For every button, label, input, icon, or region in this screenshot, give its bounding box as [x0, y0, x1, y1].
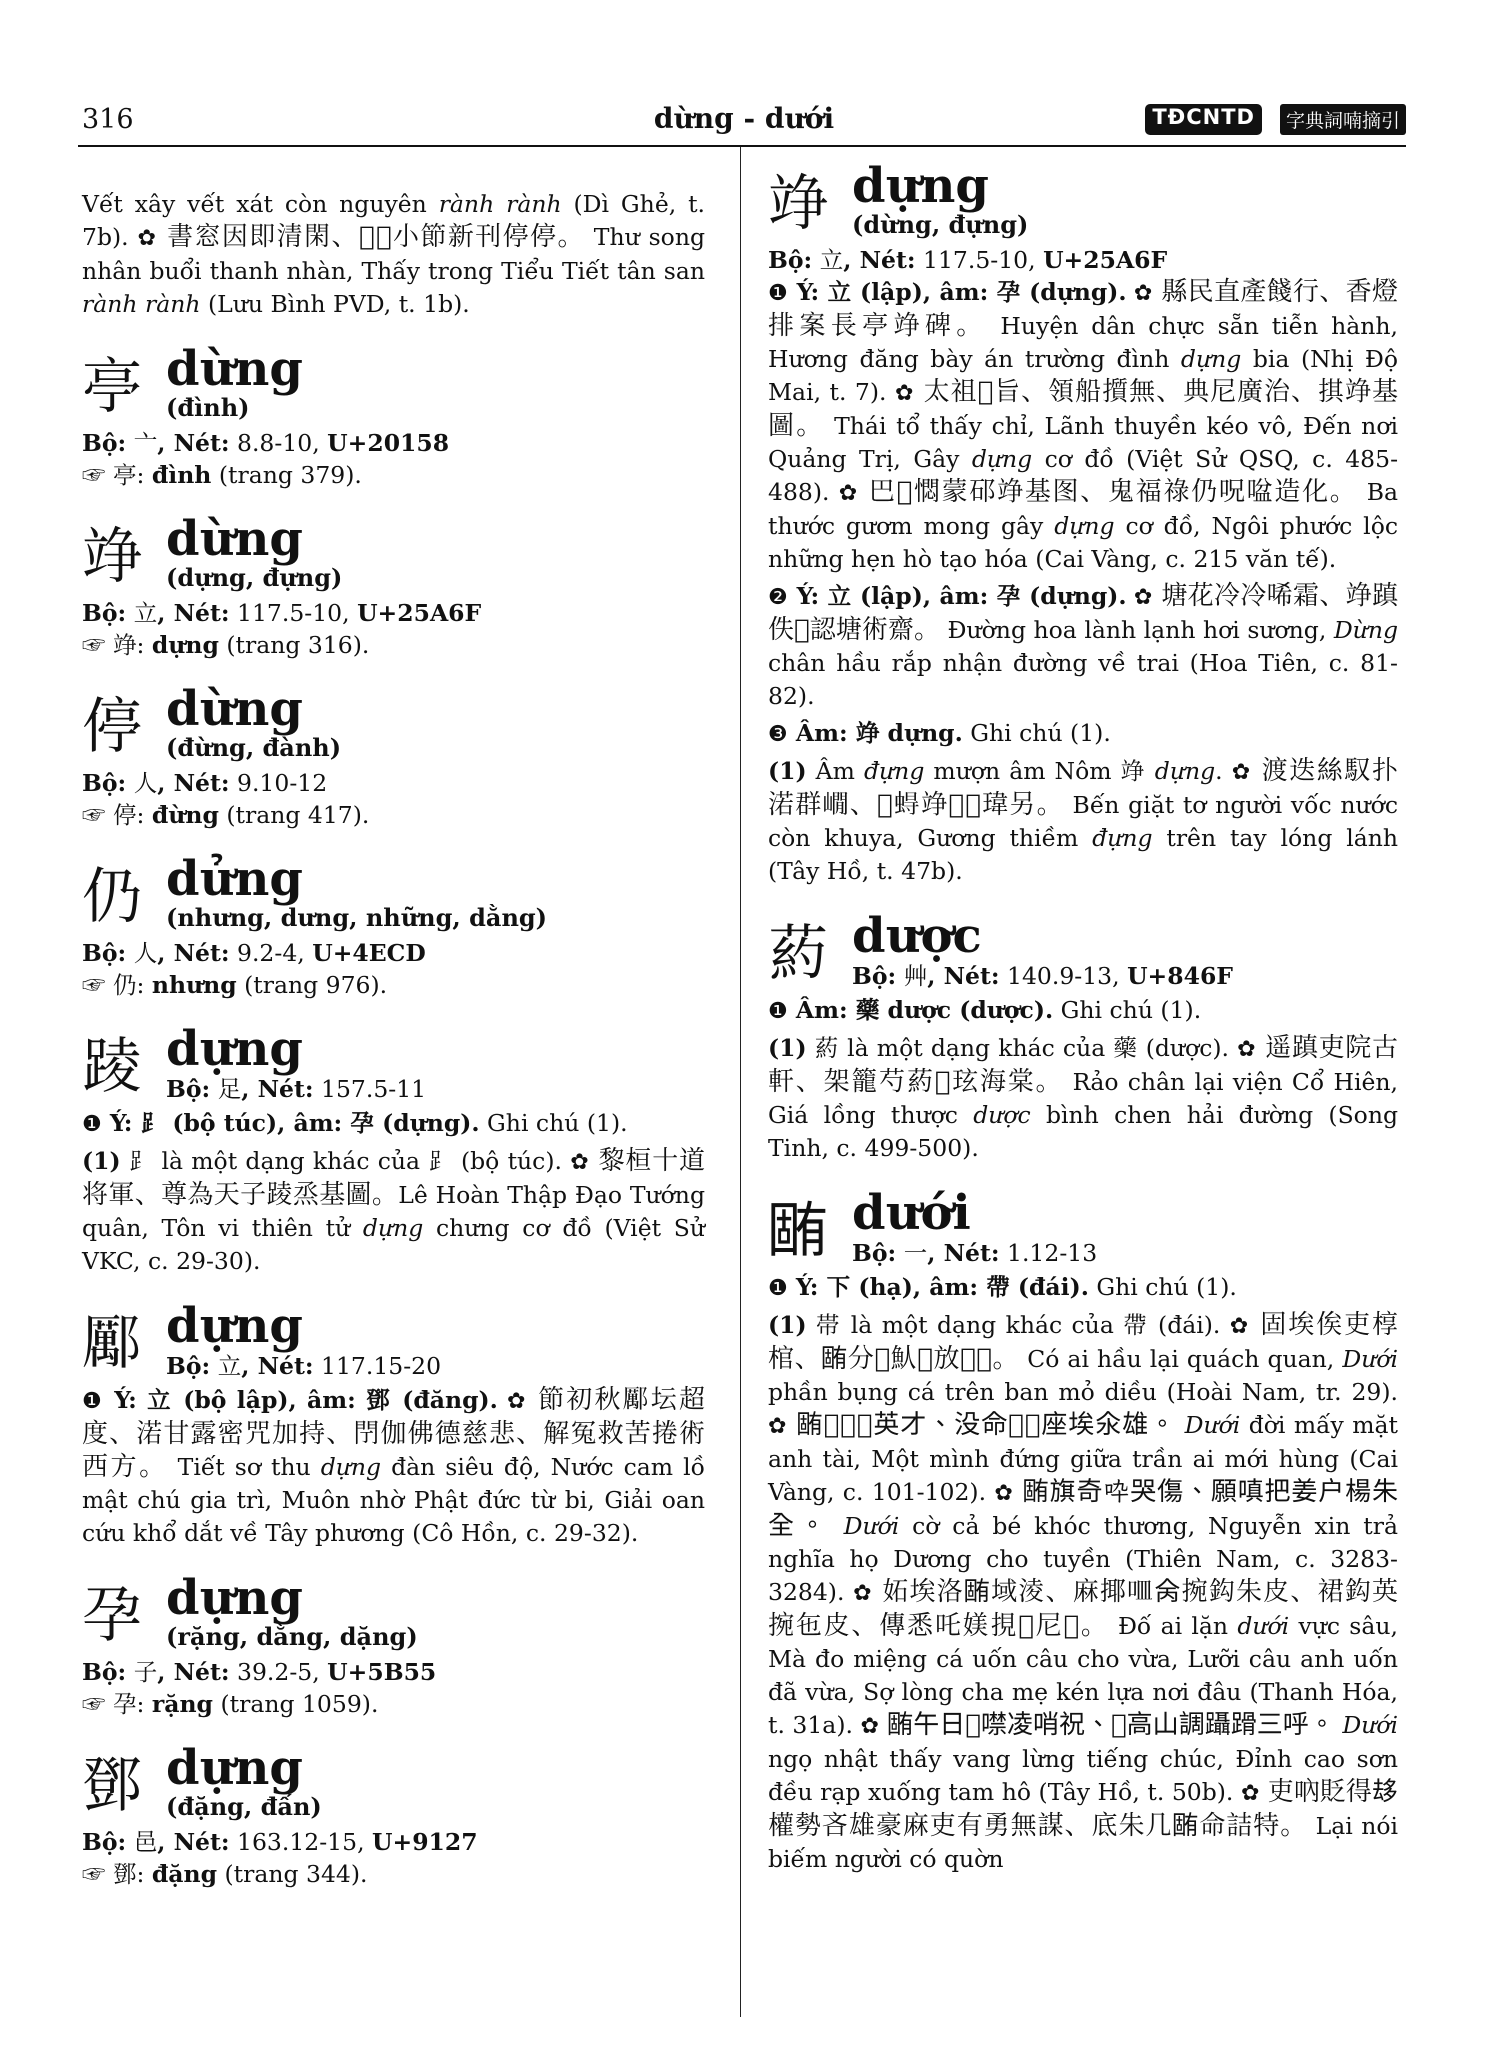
entry-meta: Bộ: 一, Nét: 1.12-13 — [852, 1239, 1098, 1267]
flower-icon: ✿ — [838, 481, 859, 506]
flower-icon: ✿ — [1237, 1037, 1257, 1062]
entry-variants: (đình) — [166, 393, 250, 422]
flower-icon: ✿ — [894, 381, 915, 406]
entry-meta: Bộ: 邑, Nét: 163.12-15, U+9127 — [82, 1828, 478, 1856]
entry-variants: (rặng, dằng, dặng) — [166, 1622, 418, 1651]
entry-character: 亭 — [82, 352, 142, 422]
entry-headword: dựng — [166, 1570, 303, 1626]
entry-variants: (nhưng, dưng, những, dằng) — [166, 903, 548, 932]
entry-variants: (đặng, đấn) — [166, 1792, 322, 1821]
flower-icon: ✿ — [768, 1414, 788, 1439]
brand-logo-chinese: 字典詞喃摘引 — [1280, 104, 1406, 135]
entry-character: 踜 — [82, 1032, 142, 1102]
entry-note: (1) 葯 là một dạng khác của 藥 (dược). ✿ 遥蹎吏院古軒、架籠芍葯𤍶玹海棠。 Rảo chân lại viện Cổ Hiên, Giá lồng thược dược bình chen hải đường (Song Tinh, c. 499-500). — [768, 1033, 1399, 1162]
column-divider — [740, 147, 741, 2017]
entry-headword: dựng — [166, 1298, 303, 1354]
right-column — [768, 160, 1398, 1880]
flower-icon: ✿ — [137, 226, 158, 251]
entry-dung-dang — [82, 1742, 705, 1890]
entry-character: 孕 — [82, 1581, 142, 1651]
flower-icon: ✿ — [853, 1581, 873, 1606]
entry-character: 𣎏 — [768, 1196, 828, 1266]
entry-meta: Bộ: 人, Nét: 9.10-12 — [82, 769, 328, 797]
entry-meta: Bộ: 人, Nét: 9.2-4, U+4ECD — [82, 939, 426, 967]
flower-icon: ✿ — [1231, 760, 1252, 785]
entry-variants: (dựng, đựng) — [166, 563, 343, 592]
entry-reference: ☞ 孕: rặng (trang 1059). — [82, 1690, 379, 1718]
entry-dung-rang — [82, 1572, 705, 1720]
entry-headword: dừng — [166, 681, 303, 737]
entry-headword: dưới — [852, 1185, 971, 1241]
entry-character: 竫 — [82, 522, 142, 592]
entry-sense-1: ❶ Ý: 立 (lập), âm: 孕 (dựng). ✿ 縣民直產餞行、香燈排案長亭竫碑。 Huyện dân chực sẵn tiễn hành, Hương đăng bày án trường đình dựng bia (Nhị Độ Mai, t. 7). ✿ 太祖𧡊旨、領船㩫無、典尼廣治、掑竫基圖。 Thái tổ thấy chỉ, Lãnh thuyền kéo vô, Đến nơi Quảng Trị, Gây dựng cơ đồ (Việt Sử QSQ, c. 485-488). ✿ 巴𢧚㦖蒙䂙竫基图、鬼福祿仍呪㖹造化。 Ba thước gươm mong gây dựng cơ đồ, Ngôi phước lộc những hẹn hò tạo hóa (Cai Vàng, c. 215 văn tế). — [768, 277, 1399, 573]
entry-sense: ❶ Ý: ⻊ (bộ túc), âm: 孕 (dựng). Ghi chú (1). — [82, 1109, 628, 1137]
entry-sense: ❶ Ý: 下 (hạ), âm: 帶 (đái). Ghi chú (1). — [768, 1273, 1237, 1301]
flower-icon: ✿ — [497, 1389, 528, 1414]
entry-duoi — [768, 1187, 1398, 1876]
entry-character: 葯 — [768, 919, 828, 989]
header-rule — [78, 145, 1406, 147]
intro-paragraph: Vết xây vết xát còn nguyên rành rành (Dì Ghẻ, t. 7b). ✿ 書窓因即清閑、𧡊𧡊小節新刊停停。 Thư song nhân buổi thanh nhàn, Thấy trong Tiểu Tiết tân san rành rành (Lưu Bình PVD, t. 1b). — [82, 190, 705, 318]
entry-dung-dung — [82, 513, 705, 661]
entry-note: (1) 帯 là một dạng khác của 帶 (đái). ✿ 固埃俟吏椁棺、𣎏分𦚖魜𢷀放𥱬𪃿。 Có ai hầu lại quách quan, Dưới phần bụng cá trên ban mỏ diều (Hoài Nam, tr. 29). ✿ 𣎏𦬑𠇍𣖟英才、没命𡑝𡎥座埃氽雄。 Dưới đời mấy mặt anh tài, Một mình đứng giữa trần ai mới hùng (Cai Vàng, c. 101-102). ✿ 𣎏旗奇𠯥哭傷、願嗔把姜户楊朱全。 Dưới cờ cả bé khóc thương, Nguyễn xin trả nghĩa họ Dương cho tuyền (Thiên Nam, c. 3283-3284). ✿ 妬埃洛𣎏域淩、麻揶𠰘𠇮捥鈎朱皮、裙鈎英捥㐌皮、傳悉吒媄挸𢷄尼𡀨。 Đố ai lặn dưới vực sâu, Mà đo miệng cá uốn câu cho vừa, Lưỡi câu anh uốn đã vừa, Sợ lòng cha mẹ kén lựa nơi đâu (Thanh Hóa, t. 31a). ✿ 𣎏午日𧡊噤凌哨祝、𡶀高山調躡𨃴三呼。 Dưới ngọ nhật thấy vang lừng tiếng chúc, Đỉnh cao sơn đều rạp xuống tam hô (Tây Hồ, t. 50b). ✿ 吏吶貶得𠫾權勢吝雄豪麻吏有勇無謀、底朱几𣎏命詰特。 Lại nói biếm người có quờn — [768, 1310, 1399, 1873]
entry-note: (1) ⻊ là một dạng khác của ⻊ (bộ túc). ✿ 黎桓十道将軍、尊為天子踜烝基圖。Lê Hoàn Thập Đạo Tướng quân, Tôn vi thiên tử dựng chưng cơ đồ (Việt Sử VKC, c. 29-30). — [82, 1146, 706, 1275]
flower-icon: ✿ — [994, 1481, 1014, 1506]
entry-dung-lap-right — [768, 160, 1398, 888]
entry-variants: (đừng, đành) — [166, 733, 342, 762]
entry-character: 竫 — [768, 169, 828, 239]
entry-meta: Bộ: 艸, Nét: 140.9-13, U+846F — [852, 962, 1233, 990]
flower-icon: ✿ — [1229, 1314, 1251, 1339]
entry-headword: dựng — [852, 158, 989, 214]
entry-sense: ❶ Âm: 藥 dược (dược). Ghi chú (1). — [768, 996, 1202, 1024]
entry-character: 停 — [82, 692, 142, 762]
entry-meta: Bộ: 立, Nét: 117.15-20 — [166, 1352, 442, 1380]
entry-headword: dửng — [166, 851, 303, 907]
entry-dung-dinh — [82, 343, 705, 491]
brand-logo-tdcntd: TĐCNTD — [1145, 104, 1262, 135]
flower-icon: ✿ — [1240, 1781, 1260, 1806]
entry-character: 仍 — [82, 862, 142, 932]
flower-icon: ✿ — [1126, 585, 1153, 610]
entry-note: (1) Âm đựng mượn âm Nôm 竫 dựng. ✿ 渡迭絲馭扑渃群𡼥、𦀊𧍋竫𠄼𣗾瑋另。 Bến giặt tơ người vốc nước còn khuya, Gương thiềm đựng trên tay lóng lánh (Tây Hồ, t. 47b). — [768, 756, 1399, 885]
page-header — [82, 100, 1406, 140]
entry-reference: ☞ 鄧: đặng (trang 344). — [82, 1860, 368, 1888]
entry-meta: Bộ: 足, Nét: 157.5-11 — [166, 1075, 427, 1103]
entry-headword: dừng — [166, 511, 303, 567]
entry-sense-3: ❸ Âm: 竫 dựng. Ghi chú (1). — [768, 719, 1111, 747]
brand-logos — [1145, 104, 1406, 135]
entry-variants: (dừng, đựng) — [852, 210, 1029, 239]
entry-reference: ☞ 仍: nhưng (trang 976). — [82, 971, 388, 999]
entry-reference: ☞ 竫: dựng (trang 316). — [82, 631, 370, 659]
entry-headword: dựng — [166, 1740, 303, 1796]
entry-character: 𨞺 — [82, 1309, 142, 1379]
entry-meta: Bộ: 子, Nét: 39.2-5, U+5B55 — [82, 1658, 437, 1686]
entry-headword: dừng — [166, 341, 303, 397]
entry-sense-2: ❷ Ý: 立 (lập), âm: 孕 (dựng). ✿ 塘花冷冷唏霜、竫蹎佚𧇊認塘術齋。 Đường hoa lành lạnh hơi sương, Dừng chân hầu rắp nhận đường về trai (Hoa Tiên, c. 81-82). — [768, 581, 1398, 710]
entry-dung-dung2 — [82, 683, 705, 831]
entry-character: 鄧 — [82, 1751, 142, 1821]
flower-icon: ✿ — [1126, 281, 1153, 306]
flower-icon: ✿ — [570, 1150, 590, 1175]
entry-dung-lap — [82, 1300, 705, 1550]
entry-headword: dược — [852, 908, 982, 964]
entry-meta: Bộ: 立, Nét: 117.5-10, U+25A6F — [768, 246, 1168, 274]
entry-meta: Bộ: 亠, Nét: 8.8-10, U+20158 — [82, 429, 450, 457]
entry-reference: ☞ 停: đừng (trang 417). — [82, 801, 370, 829]
entry-dung-nhung — [82, 853, 705, 1001]
entry-meta: Bộ: 立, Nét: 117.5-10, U+25A6F — [82, 599, 482, 627]
entry-dung-tuc — [82, 1023, 705, 1278]
page-title: dừng - dưới — [653, 102, 835, 135]
entry-sense: ❶ Ý: 立 (bộ lập), âm: 鄧 (đăng). ✿ 節初秋𨞺坛超度、渃甘露密咒加持、閅伽佛德慈悲、解冤救苦捲術西方。 Tiết sơ thu dựng đàn siêu độ, Nước cam lồ mật chú gia trì, Muôn nhờ Phật đức từ bi, Giải oan cứu khổ dắt về Tây phương (Cô Hồn, c. 29-32). — [82, 1385, 705, 1547]
entry-reference: ☞ 亭: đình (trang 379). — [82, 461, 362, 489]
page-number: 316 — [82, 104, 134, 135]
left-column — [82, 188, 705, 1890]
flower-icon: ✿ — [860, 1714, 879, 1739]
entry-duoc — [768, 910, 1398, 1165]
entry-headword: dựng — [166, 1021, 303, 1077]
